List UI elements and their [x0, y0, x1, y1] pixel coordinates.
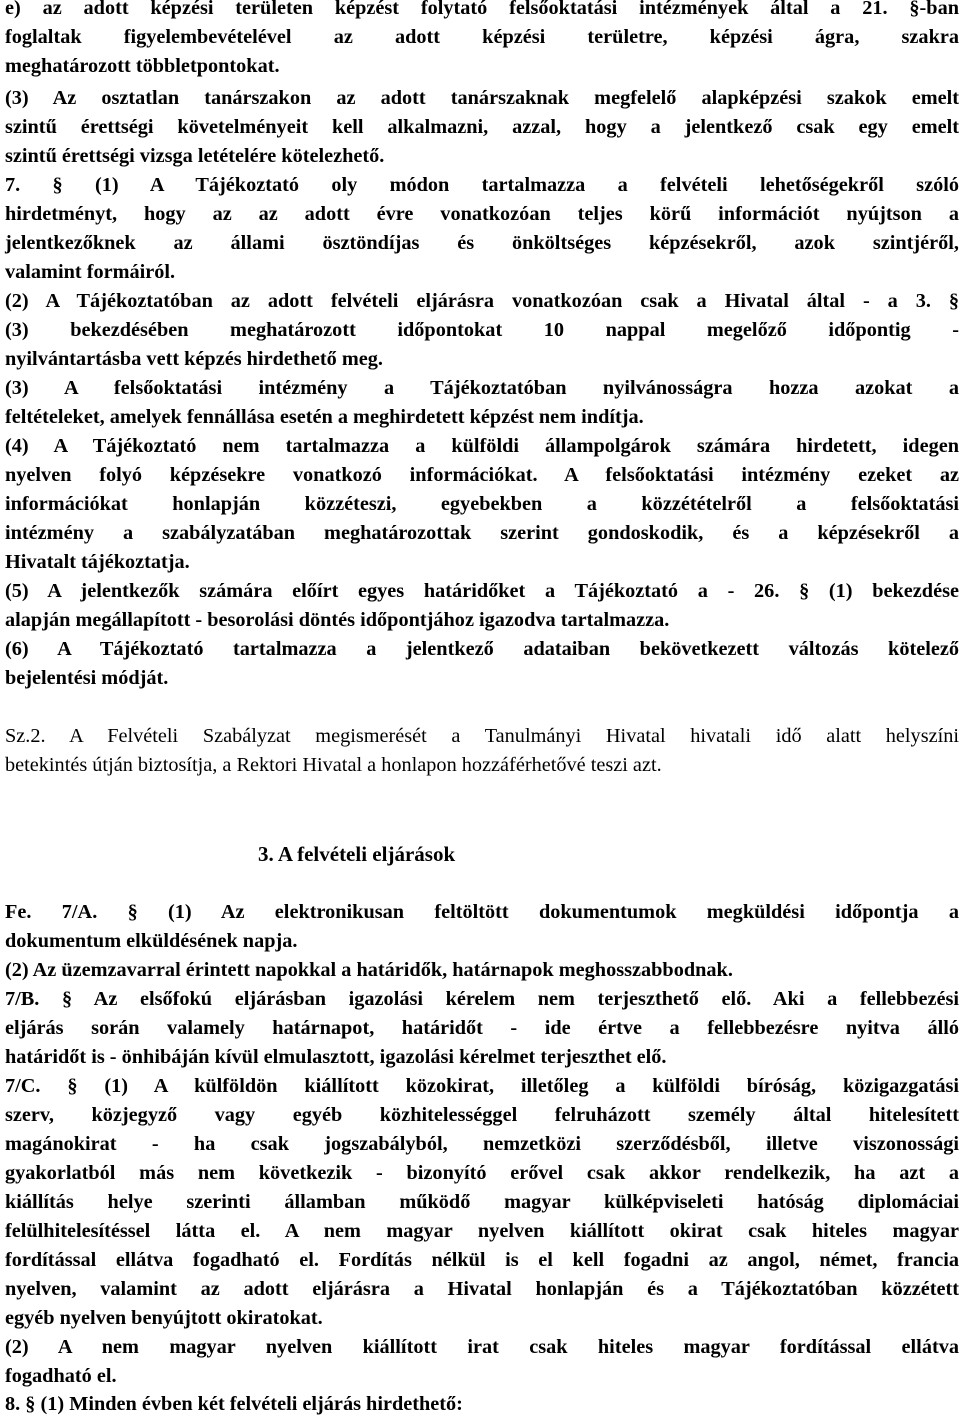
text-line: nyelven folyó képzésekre vonatkozó információkat. A felsőoktatási intézmény ezeket az: [5, 464, 959, 486]
text-line: 7. § (1) A Tájékoztató oly módon tartalmazza a felvételi lehetőségekről szóló: [5, 174, 959, 196]
text-line: 7/C. § (1) A külföldön kiállított közokirat, illetőleg a külföldi bíróság, közigazgatási: [5, 1075, 959, 1097]
text-line: kiállítás helye szerinti államban működő magyar külképviseleti hatóság diplomáciai: [5, 1191, 959, 1213]
text-line: (5) A jelentkezők számára előírt egyes határidőket a Tájékoztató a - 26. § (1) bekezdése: [5, 580, 959, 602]
text-line: foglaltak figyelembevételével az adott képzési területre, képzési ágra, szakra: [5, 26, 959, 48]
text-line: magánokirat - ha csak jogszabályból, nemzetközi szerződésből, illetve viszonossági: [5, 1133, 959, 1155]
paragraph-sz2-note: [5, 722, 959, 780]
paragraph-section-7c-2: [5, 1333, 959, 1391]
text-line: gyakorlatból más nem következik - bizonyító erővel csak akkor rendelkezik, ha azt a: [5, 1162, 959, 1184]
text-line: jelentkezőknek az állami ösztöndíjas és önköltséges képzésekről, azok szintjéről,: [5, 232, 959, 254]
paragraph-extra-points: [5, 0, 959, 81]
paragraph-section-7a-2: [5, 956, 959, 985]
paragraph-section-7-1: [5, 171, 959, 287]
paragraph-section-7c-1: [5, 1072, 959, 1333]
paragraph-section-7-6: [5, 635, 959, 693]
text-line: (2) Az üzemzavarral érintett napokkal a határidők, határnapok meghosszabbodnak.: [5, 959, 733, 981]
text-line: (2) A nem magyar nyelven kiállított irat csak hiteles magyar fordítással ellátva: [5, 1336, 959, 1358]
text-line: bejelentési módját.: [5, 667, 169, 689]
text-line: nyelven, valamint az adott eljárásra a Hivatal honlapján és a Tájékoztatóban közzétett: [5, 1278, 959, 1300]
paragraph-section-7-4: [5, 432, 959, 577]
text-line: intézmény a szabályzatában meghatározottak szerint gondoskodik, és a képzésekről a: [5, 522, 959, 544]
text-line: betekintés útján biztosítja, a Rektori Hivatal a honlapon hozzáférhetővé teszi azt.: [5, 754, 662, 776]
paragraph-section-7a-1: [5, 898, 959, 956]
text-line: eljárás során valamely határnapot, határidőt - ide értve a fellebbezésre nyitva álló: [5, 1017, 959, 1039]
text-line: meghatározott többletpontokat.: [5, 55, 280, 77]
text-line: szintű érettségi követelményeit kell alkalmazni, azzal, hogy a jelentkező csak egy emelt: [5, 116, 959, 138]
paragraph-section-7b: [5, 985, 959, 1072]
text-line: 7/B. § Az elsőfokú eljárásban igazolási kérelem nem terjeszthető elő. Aki a fellebbezési: [5, 988, 959, 1010]
text-line: nyilvántartásba vett képzés hirdethető meg.: [5, 348, 383, 370]
text-line: Fe. 7/A. § (1) Az elektronikusan feltöltött dokumentumok megküldési időpontja a: [5, 901, 959, 923]
text-line: 8. § (1) Minden évben két felvételi eljárás hirdethető:: [5, 1393, 463, 1415]
section-heading: 3. A felvételi eljárások: [258, 842, 456, 866]
text-line: e) az adott képzési területen képzést folytató felsőoktatási intézmények által a 21. §-ban: [5, 0, 959, 19]
text-line: (3) Az osztatlan tanárszakon az adott tanárszaknak megfelelő alapképzési szakok emelt: [5, 87, 959, 109]
text-line: szintű érettségi vizsga letételére kötelezhető.: [5, 145, 385, 167]
text-line: valamint formáiról.: [5, 261, 176, 283]
text-line: hirdetményt, hogy az az adott évre vonatkozóan teljes körű információt nyújtson a: [5, 203, 959, 225]
text-line: fogadható el.: [5, 1365, 117, 1387]
text-line: feltételeket, amelyek fennállása esetén a meghirdetett képzést nem indítja.: [5, 406, 644, 428]
paragraph-undivided-teacher-training: [5, 84, 959, 171]
text-line: (6) A Tájékoztató tartalmazza a jelentkező adataiban bekövetkezett változás kötelező: [5, 638, 959, 660]
paragraph-section-7-3: [5, 374, 959, 432]
text-line: (4) A Tájékoztató nem tartalmazza a külföldi állampolgárok számára hirdetett, idegen: [5, 435, 959, 457]
text-line: (3) bekezdésében meghatározott időpontokat 10 nappal megelőző időpontig -: [5, 319, 959, 341]
text-line: felülhitelesítéssel látta el. A nem magyar nyelven kiállított okirat csak hiteles magyar: [5, 1220, 959, 1242]
text-line: Hivatalt tájékoztatja.: [5, 551, 190, 573]
text-line: határidőt is - önhibáján kívül elmulasztott, igazolási kérelmet terjeszthet elő.: [5, 1046, 667, 1068]
text-line: (2) A Tájékoztatóban az adott felvételi eljárásra vonatkozóan csak a Hivatal által - a 3. §: [5, 290, 959, 312]
paragraph-section-7-2: [5, 287, 959, 374]
paragraph-section-8-1: [5, 1390, 959, 1419]
text-line: (3) A felsőoktatási intézmény a Tájékoztatóban nyilvánosságra hozza azokat a: [5, 377, 959, 399]
text-line: információkat honlapján közzéteszi, egyebekben a közzétételről a felsőoktatási: [5, 493, 959, 515]
text-line: egyéb nyelven benyújtott okiratokat.: [5, 1307, 323, 1329]
paragraph-section-7-5: [5, 577, 959, 635]
text-line: fordítással ellátva fogadható el. Fordítás nélkül is el kell fogadni az angol, német, francia: [5, 1249, 959, 1271]
text-line: alapján megállapított - besorolási döntés időpontjához igazodva tartalmazza.: [5, 609, 670, 631]
text-line: dokumentum elküldésének napja.: [5, 930, 298, 952]
text-line: Sz.2. A Felvételi Szabályzat megismerését a Tanulmányi Hivatal hivatali idő alatt helyszíni: [5, 725, 959, 747]
text-line: szerv, közjegyző vagy egyéb közhitelességgel felruházott személy által hitelesített: [5, 1104, 959, 1126]
